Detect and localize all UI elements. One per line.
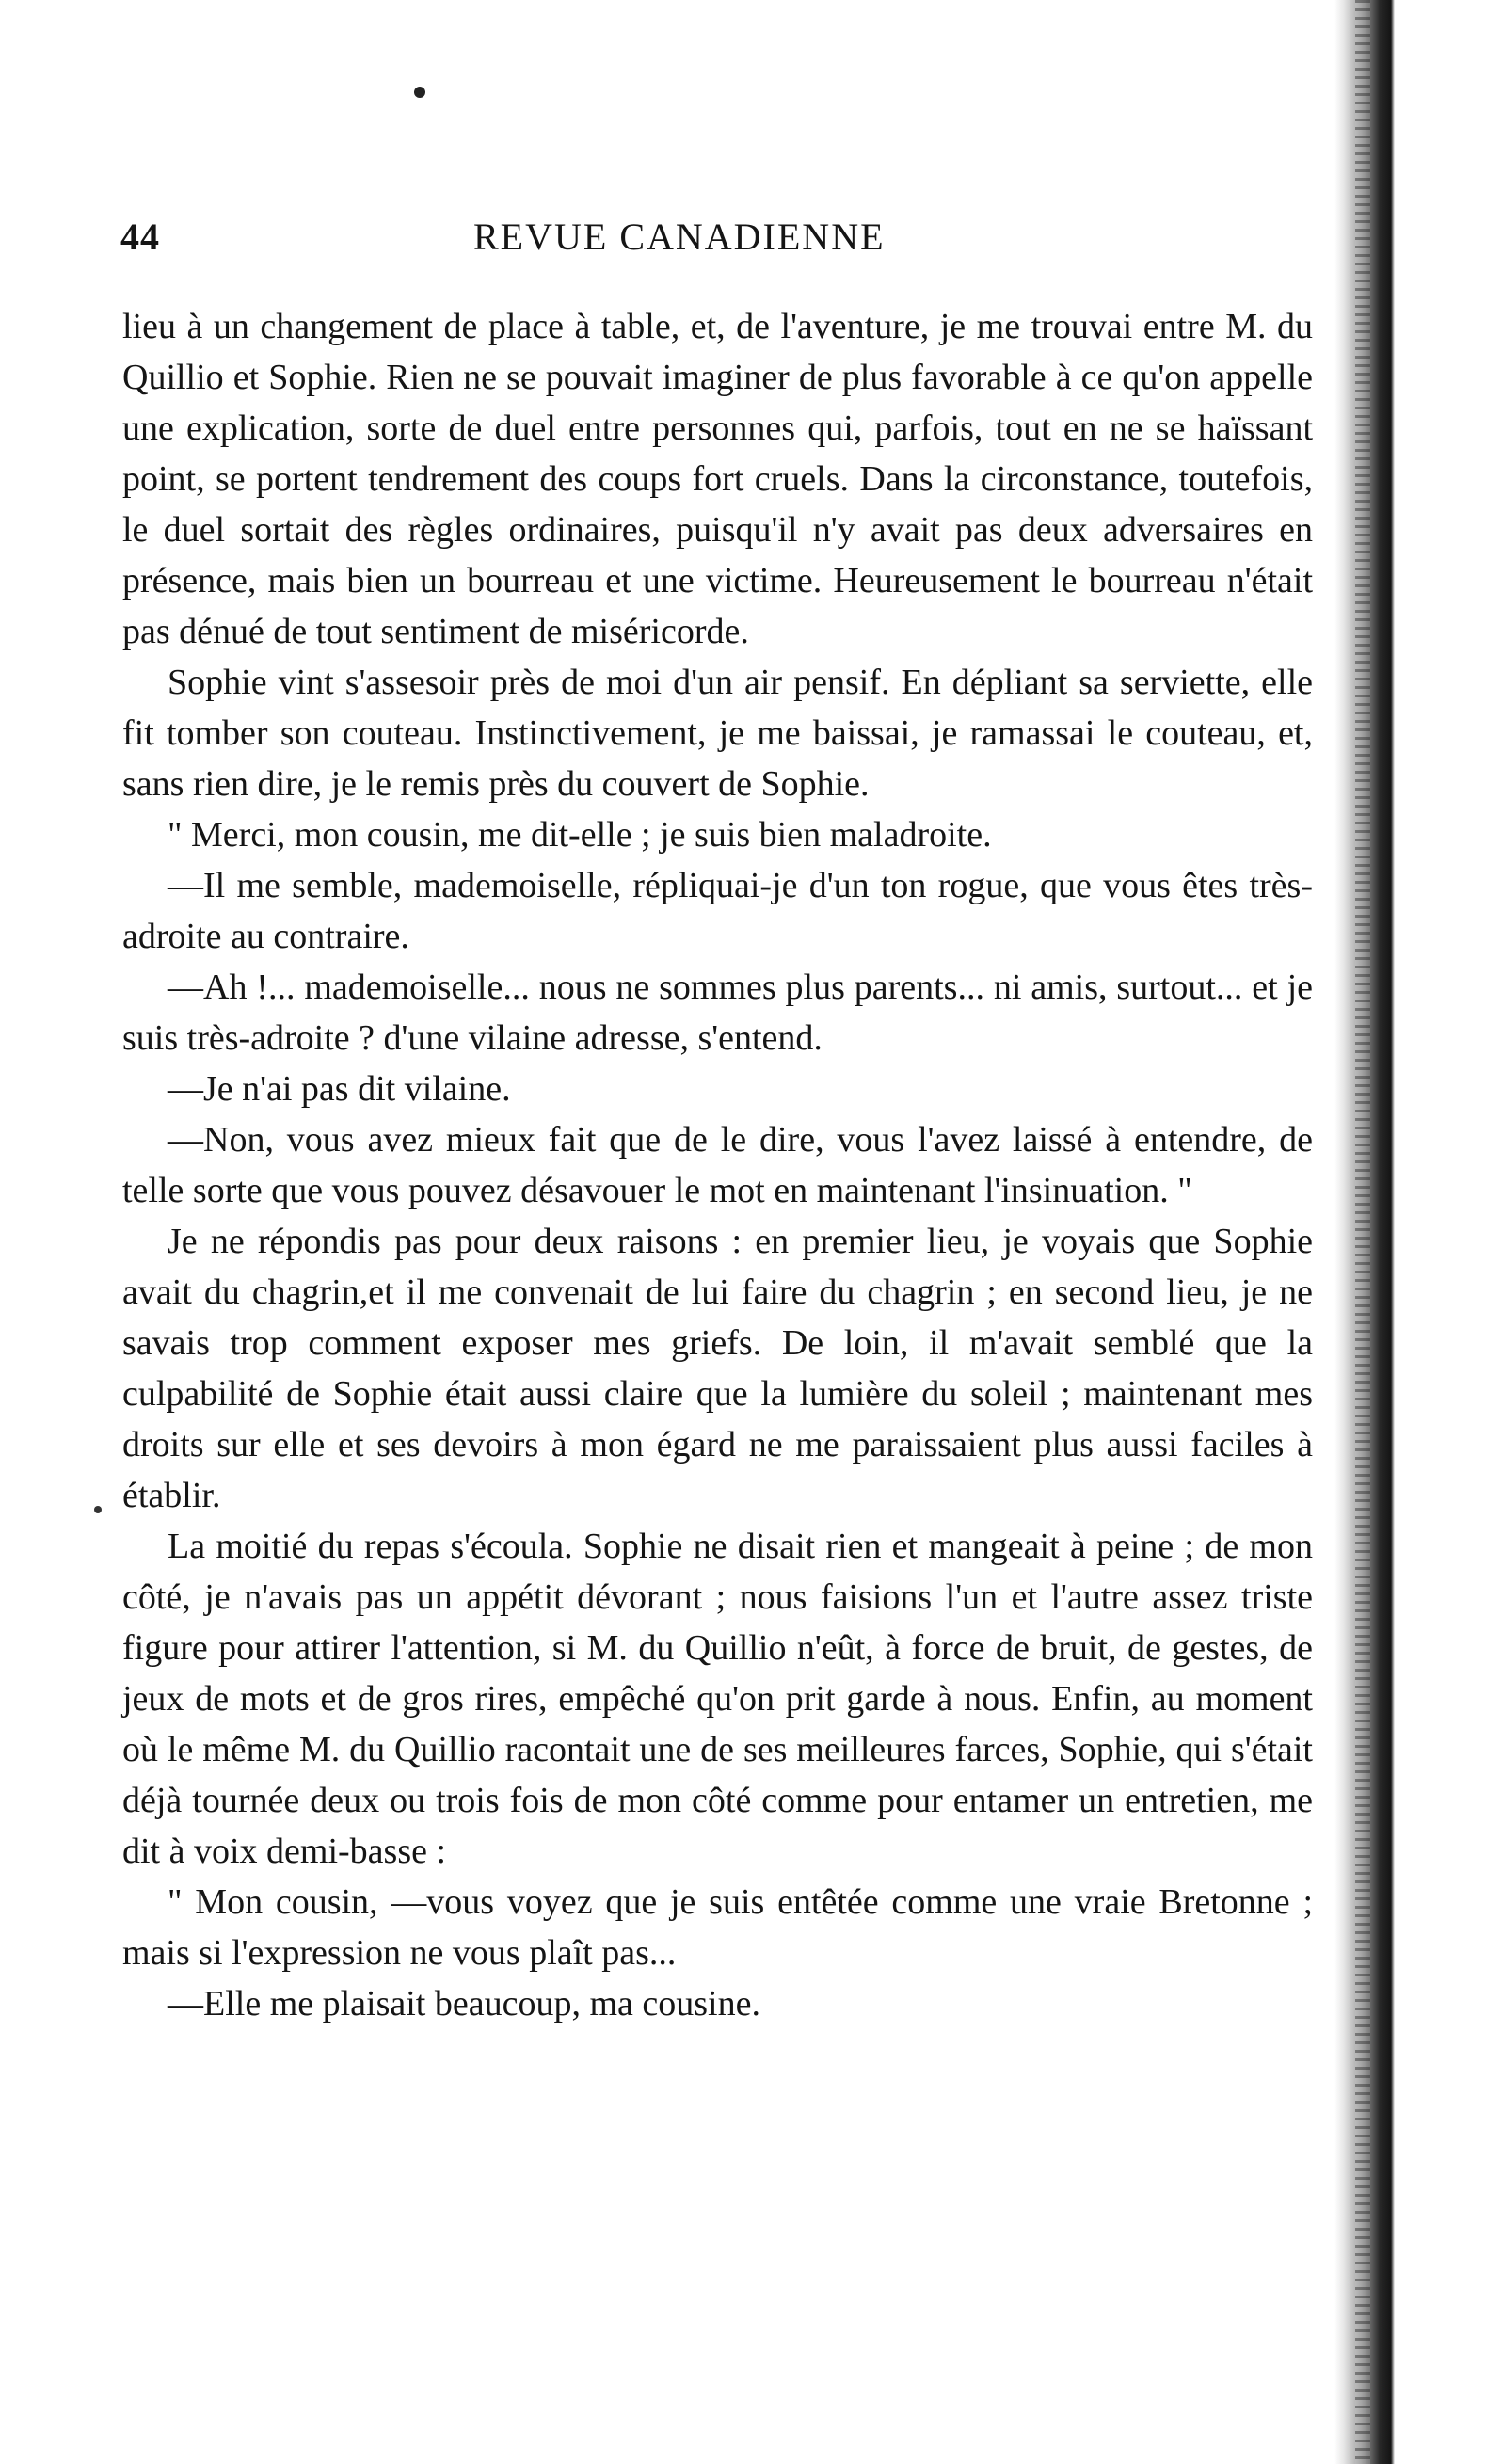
paragraph: Sophie vint s'assesoir près de moi d'un air pensif. En dépliant sa serviette, elle fit tomber son couteau. Instinctivement, je me baissai, je ramassai le couteau, et, sans rien dire, je le remis près du couvert de Sophie. [122, 663, 1313, 804]
paragraph: La moitié du repas s'écoula. Sophie ne disait rien et mangeait à peine ; de mon côté, je n'avais pas un appétit dévorant ; nous faisions l'un et l'autre assez triste figure pour attirer l'attention, si M. du Quillio n'eût, à force de bruit, de gestes, de jeux de mots et de gros rires, empêché qu'on prit garde à nous. Enfin, au moment où le même M. du Quillio racontait une de ses meilleures farces, Sophie, qui s'était déjà tournée deux ou trois fois de mon côté comme pour entamer un entretien, me dit à voix demi-basse : [122, 1527, 1313, 1871]
book-binding-texture [1355, 0, 1370, 2464]
ink-speck [414, 87, 425, 98]
page-header [120, 215, 1316, 271]
paragraph: —Il me semble, mademoiselle, répliquai-je d'un ton rogue, que vous êtes très-adroite au contraire. [122, 866, 1313, 956]
paragraph: —Elle me plaisait beaucoup, ma cousine. [168, 1984, 760, 2024]
paragraph: —Non, vous avez mieux fait que de le dire, vous l'avez laissé à entendre, de telle sorte que vous pouvez désavouer le mot en maintenant l'insinuation. " [122, 1120, 1313, 1210]
margin-mark [94, 1506, 102, 1513]
paragraph: lieu à un changement de place à table, et, de l'aventure, je me trouvai entre M. du Quillio et Sophie. Rien ne se pouvait imaginer de plus favorable à ce qu'on appelle une explication, sorte de duel entre personnes qui, parfois, tout en ne se haïssant point, se portent tendrement des coups fort cruels. Dans la circonstance, toutefois, le duel sortait des règles ordinaires, puisqu'il n'y avait pas deux adversaires en présence, mais bien un bourreau et une victime. Heureusement le bourreau n'était pas dénué de tout sentiment de miséricorde. [122, 307, 1313, 651]
body-text [122, 301, 1313, 2029]
paragraph: —Je n'ai pas dit vilaine. [168, 1069, 511, 1109]
paragraph: Je ne répondis pas pour deux raisons : en premier lieu, je voyais que Sophie avait du chagrin,et il me convenait de lui faire du chagrin ; en second lieu, je ne savais trop comment exposer mes griefs. De loin, il m'avait semblé que la culpabilité de Sophie était aussi claire que la lumière du soleil ; maintenant mes droits sur elle et ses devoirs à mon égard ne me paraissaient plus aussi faciles à établir. [122, 1222, 1313, 1515]
page-number: 44 [120, 216, 160, 258]
paragraph: " Merci, mon cousin, me dit-elle ; je suis bien maladroite. [168, 815, 992, 855]
running-title: REVUE CANADIENNE [473, 216, 886, 258]
paragraph: " Mon cousin, —vous voyez que je suis entêtée comme une vraie Bretonne ; mais si l'expression ne vous plaît pas... [122, 1882, 1313, 1973]
paragraph: —Ah !... mademoiselle... nous ne sommes plus parents... ni amis, surtout... et je suis très-adroite ? d'une vilaine adresse, s'entend. [122, 968, 1313, 1058]
